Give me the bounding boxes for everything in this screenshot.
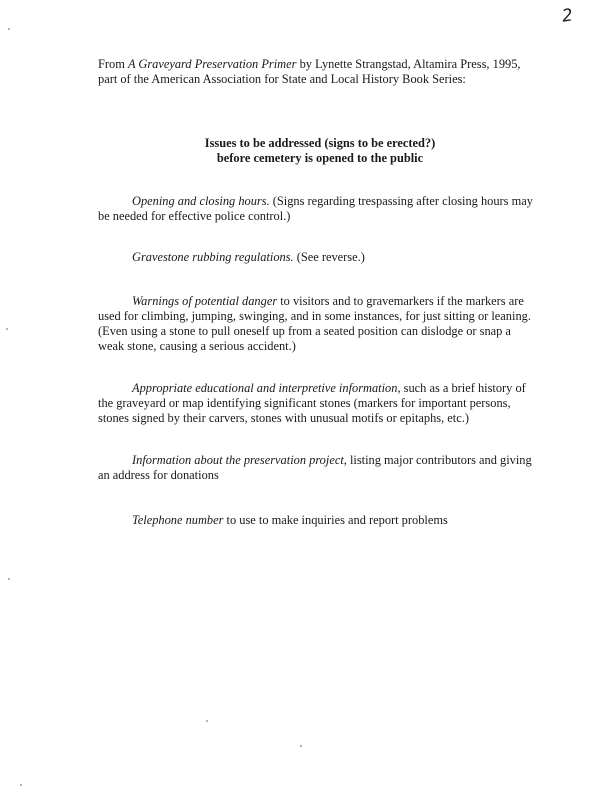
issue-lead: Opening and closing hours. [132, 194, 270, 208]
scan-speck [8, 578, 10, 580]
issue-project-info [98, 453, 538, 483]
citation-series: part of the American Association for State and Local History Book Series: [98, 72, 466, 86]
heading-line-2: before cemetery is opened to the public [216, 151, 424, 165]
citation-details: by Lynette Strangstad, Altamira Press, 1995, [296, 57, 521, 71]
page-number: 2 [560, 5, 575, 27]
issue-telephone [98, 513, 538, 528]
issue-text: listing major contributors and giving an address for donations [98, 453, 532, 482]
scan-speck [206, 720, 208, 722]
book-title: A Graveyard Preservation Primer [127, 57, 297, 71]
issue-text: to use to make inquiries and report problems [223, 513, 448, 527]
scan-speck [6, 328, 8, 330]
scan-speck [20, 784, 22, 786]
issue-educational-info [98, 381, 538, 426]
issue-lead: Gravestone rubbing regulations. [132, 250, 294, 264]
issue-text: (See reverse.) [293, 250, 365, 264]
issue-text: (Signs regarding trespassing after closing hours may be needed for effective police control.) [98, 194, 533, 223]
issue-lead: Telephone number [132, 513, 224, 527]
scan-speck [8, 28, 10, 30]
issue-opening-hours [98, 194, 538, 224]
issue-danger-warnings [98, 294, 538, 354]
scan-speck [300, 745, 302, 747]
section-heading [0, 136, 612, 166]
issue-lead: Appropriate educational and interpretive information, [132, 381, 401, 395]
citation-prefix: From [98, 57, 128, 71]
issue-text: such as a brief history of the graveyard or map identifying significant stones (markers for important persons, stones signed by their carvers, stones with unusual motifs or epitaphs, etc.) [98, 381, 526, 425]
heading-line-1: Issues to be addressed (signs to be erected?) [204, 136, 436, 150]
issue-text: to visitors and to gravemarkers if the markers are used for climbing, jumping, swinging, and in some instances, for just sitting or leaning. (Even using a stone to pull oneself up from a seated position can dislodge or snap a weak stone, causing a serious accident.) [98, 294, 531, 353]
citation [98, 57, 568, 87]
issue-lead: Warnings of potential danger [132, 294, 278, 308]
issue-lead: Information about the preservation project, [132, 453, 347, 467]
issue-rubbing-regulations [98, 250, 538, 265]
